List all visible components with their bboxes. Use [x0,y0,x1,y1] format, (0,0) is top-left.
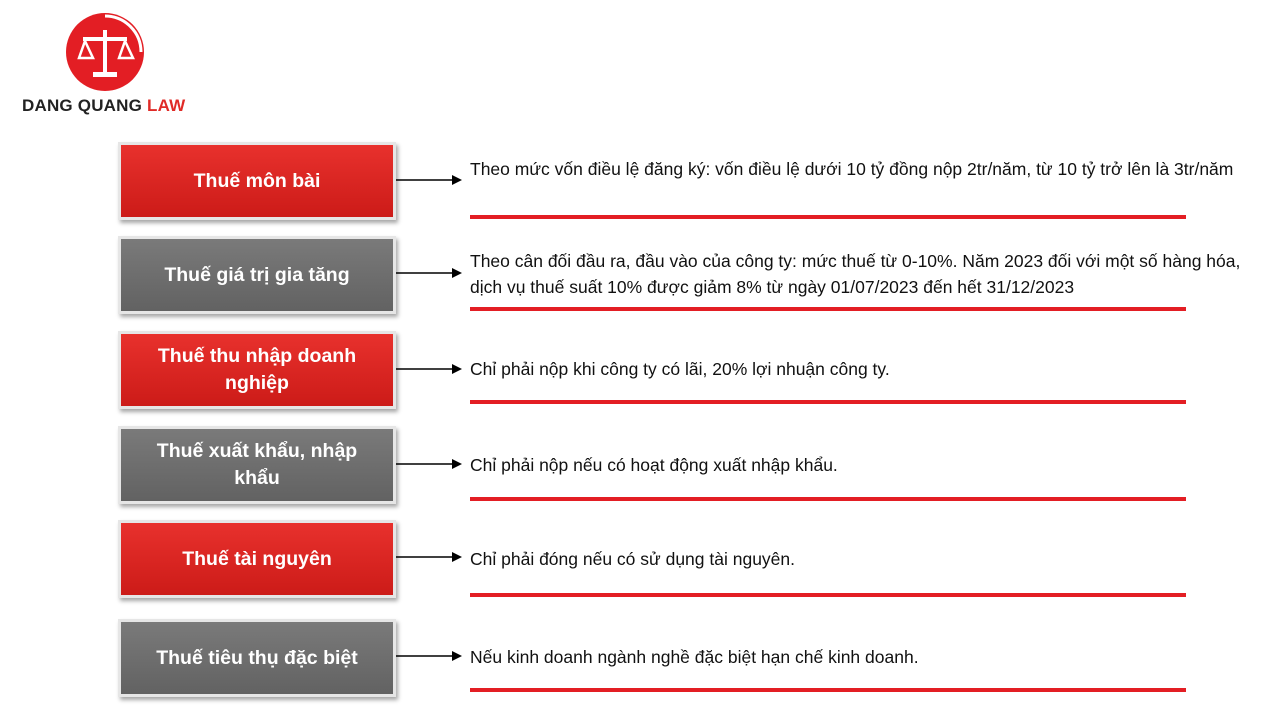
arrow-right-icon [396,550,462,564]
tax-type-box [118,142,396,220]
arrow-right-icon [396,362,462,376]
row-underline [470,215,1186,219]
tax-type-box [118,331,396,409]
tax-description: Theo cân đối đầu ra, đầu vào của công ty: mức thuế từ 0-10%. Năm 2023 đối với một số hàng hóa, dịch vụ thuế suất 10% được giảm 8% từ ngày 01/07/2023 đến hết 31/12/2023 [470,251,1241,297]
company-logo [18,10,198,120]
arrow-right-icon [396,457,462,471]
tax-description: Chỉ phải nộp nếu có hoạt động xuất nhập khẩu. [470,455,838,475]
logo-brand: DANG QUANG [22,96,143,115]
row-underline [470,307,1186,311]
tax-description: Theo mức vốn điều lệ đăng ký: vốn điều lệ dưới 10 tỷ đồng nộp 2tr/năm, từ 10 tỷ trở lên là 3tr/năm [470,159,1234,179]
logo-accent: LAW [147,96,186,115]
tax-type-label: Thuế môn bài [193,169,321,192]
tax-row-tndn [0,331,1280,421]
tax-row-tai-nguyen [0,520,1280,610]
row-underline [470,400,1186,404]
tax-row-gtgt [0,236,1280,326]
tax-type-box [118,619,396,697]
tax-type-label: Thuế tài nguyên [182,547,332,570]
logo-wordmark [22,96,185,116]
row-underline [470,593,1186,597]
tax-row-ttdb [0,619,1280,709]
row-underline [470,688,1186,692]
arrow-right-icon [396,266,462,280]
tax-description: Nếu kinh doanh ngành nghề đặc biệt hạn chế kinh doanh. [470,647,919,667]
tax-type-box [118,520,396,598]
arrow-right-icon [396,649,462,663]
scales-of-justice-icon [63,10,147,94]
tax-type-label: Thuế thu nhập doanh nghiệp [157,345,357,394]
tax-row-xnk [0,426,1280,516]
arrow-right-icon [396,173,462,187]
tax-type-box [118,236,396,314]
row-underline [470,497,1186,501]
tax-type-label: Thuế tiêu thụ đặc biệt [156,646,358,669]
tax-description: Chỉ phải đóng nếu có sử dụng tài nguyên. [470,549,796,569]
tax-row-mon-bai [0,142,1280,232]
tax-type-label: Thuế xuất khẩu, nhập khẩu [156,440,358,489]
tax-description: Chỉ phải nộp khi công ty có lãi, 20% lợi nhuận công ty. [470,359,890,379]
tax-type-box [118,426,396,504]
tax-type-label: Thuế giá trị gia tăng [164,263,350,286]
